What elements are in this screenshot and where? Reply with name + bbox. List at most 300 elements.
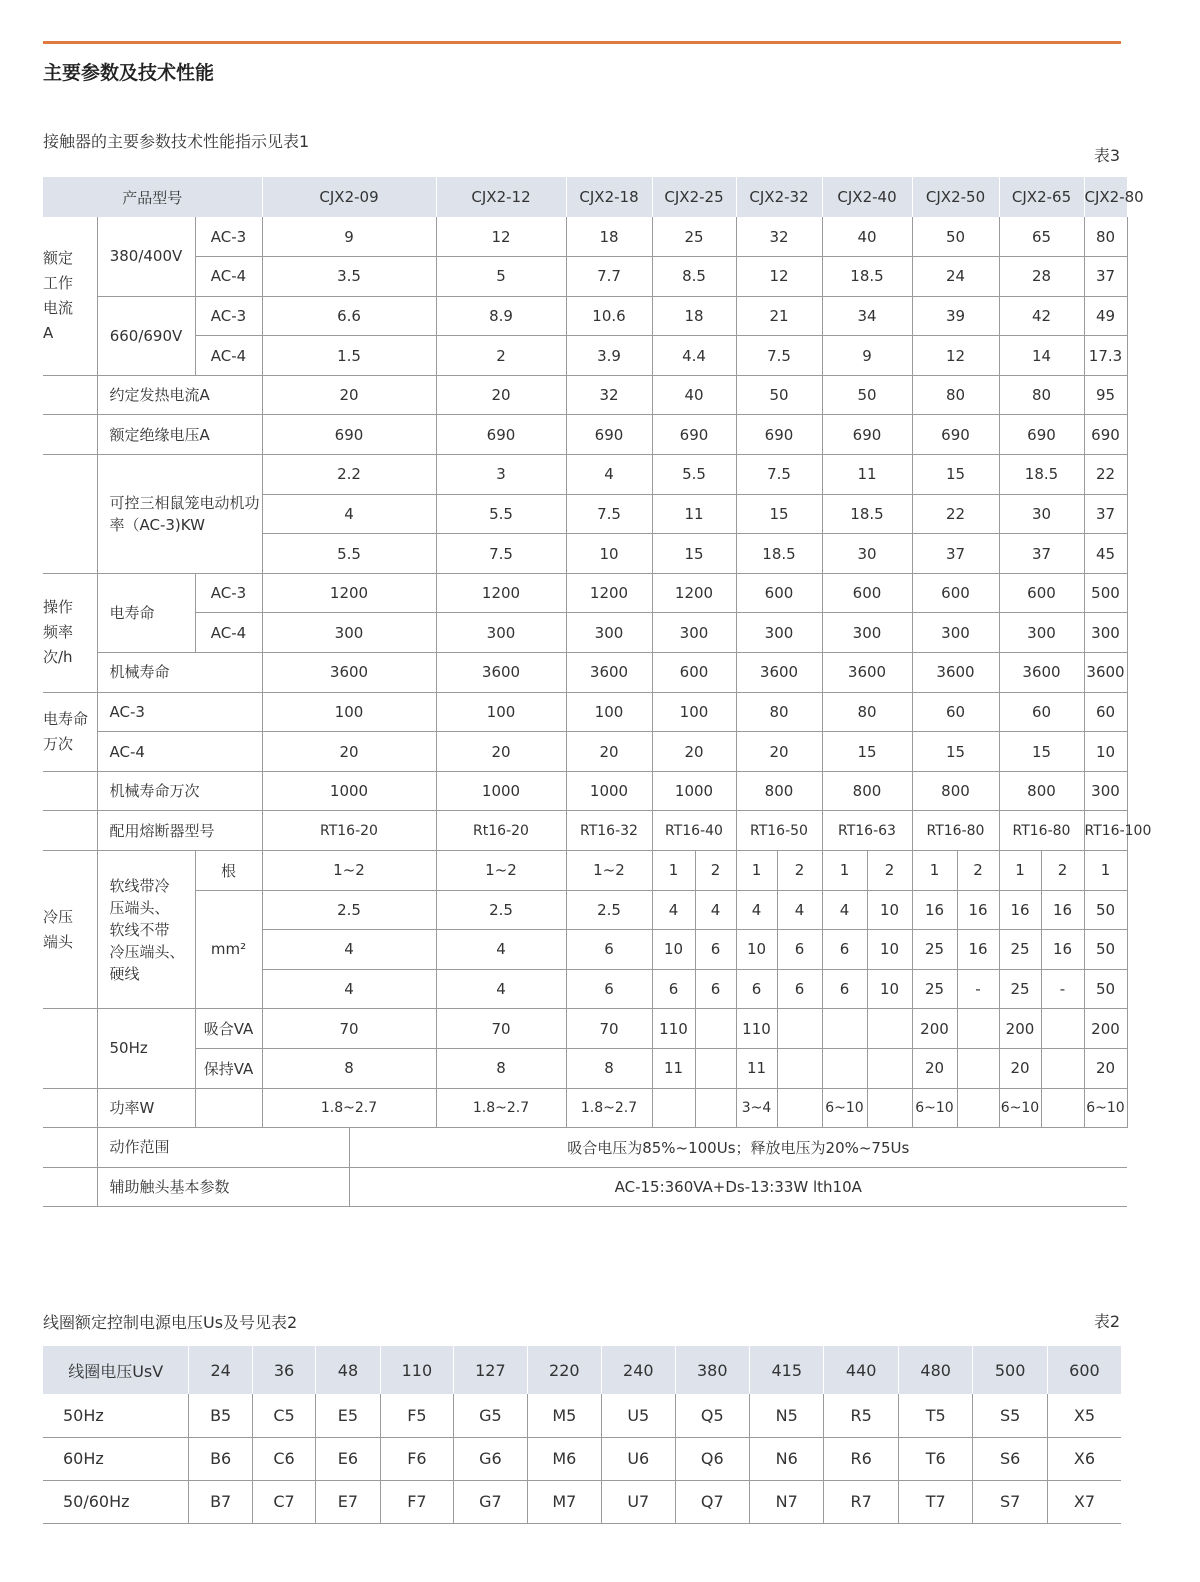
value-cell: 1.8~2.7 (262, 1088, 436, 1128)
header-model: CJX2-65 (999, 177, 1084, 217)
table-row (43, 415, 1127, 455)
value-cell: 70 (262, 1009, 436, 1049)
value-cell: RT16-80 (999, 811, 1084, 851)
blank-cell (43, 1009, 97, 1088)
label-action-range: 动作范围 (97, 1128, 349, 1168)
table-row (43, 771, 1127, 811)
value-cell: 50 (736, 375, 822, 415)
value-cell: 25 (912, 969, 957, 1009)
value-cell: 300 (822, 613, 912, 653)
value-cell: 20 (262, 732, 436, 772)
value-cell: 2.5 (262, 890, 436, 930)
value-cell: 50 (912, 217, 999, 257)
header-voltage: 24 (189, 1346, 252, 1394)
value-cell: 30 (999, 494, 1084, 534)
header-product-model: 产品型号 (43, 177, 262, 217)
value-cell: 690 (736, 415, 822, 455)
value-cell: 110 (652, 1009, 695, 1049)
coil-code-cell: R5 (824, 1394, 898, 1437)
value-cell: 8.5 (652, 257, 736, 297)
value-cell: 500 (1084, 573, 1127, 613)
coil-code-cell: X7 (1047, 1480, 1121, 1523)
value-cell: 3~4 (736, 1088, 777, 1128)
value-cell: 2 (436, 336, 566, 376)
value-cell: 300 (652, 613, 736, 653)
value-cell: 100 (262, 692, 436, 732)
value-cell: 6 (822, 930, 867, 970)
value-cell: 1.8~2.7 (436, 1088, 566, 1128)
value-cell: 6~10 (1084, 1088, 1127, 1128)
value-cell: 300 (736, 613, 822, 653)
value-cell: 1000 (566, 771, 652, 811)
value-cell: 70 (436, 1009, 566, 1049)
value-cell: 80 (912, 375, 999, 415)
value-cell: RT16-100 (1084, 811, 1127, 851)
value-cell: 1200 (262, 573, 436, 613)
header-voltage: 500 (973, 1346, 1047, 1394)
coil-code-cell: M7 (527, 1480, 601, 1523)
value-cell: 6 (777, 969, 822, 1009)
value-cell: 6 (652, 969, 695, 1009)
value-cell: 690 (652, 415, 736, 455)
value-cell: 100 (436, 692, 566, 732)
value-cell: 690 (436, 415, 566, 455)
label-mechanical-life-10k: 机械寿命万次 (97, 771, 262, 811)
blank-cell (1041, 1088, 1084, 1128)
label-pull-in-va: 吸合VA (195, 1009, 262, 1049)
value-cell: 16 (957, 930, 999, 970)
coil-code-cell: G7 (454, 1480, 527, 1523)
value-cell (822, 1009, 867, 1049)
header-voltage: 480 (898, 1346, 972, 1394)
value-cell: 10 (736, 930, 777, 970)
value-cell: 2.2 (262, 455, 436, 495)
coil-code-cell: R6 (824, 1437, 898, 1480)
label-holding-va: 保持VA (195, 1048, 262, 1088)
value-cell: 20 (436, 732, 566, 772)
value-cell: 3 (436, 455, 566, 495)
value-cell: 49 (1084, 296, 1127, 336)
value-cell: 9 (262, 217, 436, 257)
value-cell: 25 (912, 930, 957, 970)
coil-code-cell: U6 (602, 1437, 675, 1480)
blank-cell (957, 1048, 999, 1088)
header-model: CJX2-80 (1084, 177, 1127, 217)
blank-cell (43, 1088, 97, 1128)
value-cell: 4 (822, 890, 867, 930)
value-cell: 70 (566, 1009, 652, 1049)
value-cell: 18.5 (822, 257, 912, 297)
coil-code-cell: C5 (252, 1394, 315, 1437)
header-coil-voltage: 线圈电压UsV (43, 1346, 189, 1394)
value-cell: 1200 (566, 573, 652, 613)
value-cell: 2.5 (436, 890, 566, 930)
header-voltage: 600 (1047, 1346, 1121, 1394)
value-cell: 50 (822, 375, 912, 415)
table-row (43, 217, 1127, 257)
row-frequency-label: 60Hz (43, 1437, 189, 1480)
value-cell: 200 (1084, 1009, 1127, 1049)
value-cell: 1000 (436, 771, 566, 811)
value-cell: 1.5 (262, 336, 436, 376)
label-mechanical-life: 机械寿命 (97, 653, 262, 693)
table-row (43, 1048, 1127, 1088)
value-cell: 1200 (436, 573, 566, 613)
value-cell: 1.8~2.7 (566, 1088, 652, 1128)
blank-cell (695, 1009, 736, 1049)
value-cell: 300 (1084, 771, 1127, 811)
table1-label: 表3 (1093, 146, 1120, 165)
coil-code-cell: N5 (750, 1394, 824, 1437)
coil-code-cell: X6 (1047, 1437, 1121, 1480)
group-rated-current: 额定 工作 电流 A (43, 217, 97, 375)
coil-code-cell: M5 (527, 1394, 601, 1437)
value-cell: 20 (262, 375, 436, 415)
category-ac4: AC-4 (195, 613, 262, 653)
value-cell: 25 (652, 217, 736, 257)
value-cell: 39 (912, 296, 999, 336)
value-cell: 3600 (999, 653, 1084, 693)
value-cell: 800 (999, 771, 1084, 811)
coil-code-cell: N6 (750, 1437, 824, 1480)
value-cell: 300 (1084, 613, 1127, 653)
value-cell: 690 (912, 415, 999, 455)
blank-cell (43, 1128, 97, 1168)
coil-code-cell: G6 (454, 1437, 527, 1480)
value-cell: 8 (566, 1048, 652, 1088)
value-cell: 28 (999, 257, 1084, 297)
value-cell: 1 (736, 851, 777, 891)
value-cell: 600 (736, 573, 822, 613)
value-cell: 800 (822, 771, 912, 811)
value-cell: 60 (999, 692, 1084, 732)
value-cell: 4.4 (652, 336, 736, 376)
value-cell: 600 (912, 573, 999, 613)
value-cell: 18.5 (999, 455, 1084, 495)
value-cell: 200 (999, 1009, 1041, 1049)
coil-code-cell: U7 (602, 1480, 675, 1523)
table-row (43, 455, 1127, 495)
table-row (43, 336, 1127, 376)
table-row (43, 1346, 1121, 1394)
value-cell: 80 (999, 375, 1084, 415)
top-accent-line (43, 41, 1121, 44)
value-cell: 20 (566, 732, 652, 772)
unit-mm2: mm² (195, 890, 262, 1009)
value-cell: 60 (1084, 692, 1127, 732)
value-cell: 12 (436, 217, 566, 257)
table-row (43, 573, 1127, 613)
label-fuse-model: 配用熔断器型号 (97, 811, 262, 851)
value-cell: 60 (912, 692, 999, 732)
coil-code-cell: E5 (316, 1394, 380, 1437)
coil-code-cell: F5 (380, 1394, 453, 1437)
value-cell: 11 (652, 494, 736, 534)
value-cell: 6 (566, 969, 652, 1009)
coil-code-cell: F7 (380, 1480, 453, 1523)
value-cell: 3600 (912, 653, 999, 693)
header-voltage: 440 (824, 1346, 898, 1394)
header-voltage: 220 (527, 1346, 601, 1394)
value-cell: Rt16-20 (436, 811, 566, 851)
table-row (43, 692, 1127, 732)
value-cell: 10 (867, 930, 912, 970)
value-cell: 2 (695, 851, 736, 891)
value-cell: 20 (912, 1048, 957, 1088)
value-cell: 20 (1084, 1048, 1127, 1088)
group-operation-frequency: 操作 频率 次/h (43, 573, 97, 692)
value-cell: 6 (777, 930, 822, 970)
coil-code-cell: U5 (602, 1394, 675, 1437)
value-cell: 1 (912, 851, 957, 891)
value-cell: 6.6 (262, 296, 436, 336)
blank-cell (867, 1009, 912, 1049)
value-cell: 300 (999, 613, 1084, 653)
value-cell: 10 (867, 890, 912, 930)
value-cell: 2 (777, 851, 822, 891)
header-model: CJX2-18 (566, 177, 652, 217)
value-cell: 690 (822, 415, 912, 455)
value-cell: 4 (262, 969, 436, 1009)
table2-caption: 线圈额定控制电源电压Us及号见表2 (43, 1313, 298, 1332)
table-row (43, 177, 1127, 217)
category-ac4: AC-4 (195, 257, 262, 297)
value-cell: 37 (1084, 494, 1127, 534)
header-voltage: 127 (454, 1346, 527, 1394)
value-cell: RT16-20 (262, 811, 436, 851)
value-cell: RT16-63 (822, 811, 912, 851)
value-cell: RT16-32 (566, 811, 652, 851)
value-cell: 80 (822, 692, 912, 732)
coil-code-cell: T6 (898, 1437, 972, 1480)
coil-code-cell: F6 (380, 1437, 453, 1480)
blank-cell (957, 1009, 999, 1049)
table2-label: 表2 (1093, 1312, 1120, 1331)
value-cell: 45 (1084, 534, 1127, 574)
value-cell: 34 (822, 296, 912, 336)
value-cell: 300 (262, 613, 436, 653)
blank-cell (43, 375, 97, 415)
table-row (43, 1128, 1127, 1168)
value-cell: 18 (652, 296, 736, 336)
coil-code-cell: X5 (1047, 1394, 1121, 1437)
value-cell: 690 (262, 415, 436, 455)
value-cell: 6 (695, 969, 736, 1009)
table-row (43, 653, 1127, 693)
value-cell: 800 (912, 771, 999, 811)
table-row (43, 1394, 1121, 1437)
blank-cell (695, 1088, 736, 1128)
blank-cell (957, 1088, 999, 1128)
label-electrical-life: 电寿命 (97, 573, 195, 652)
value-cell: 600 (822, 573, 912, 613)
coil-code-cell: M6 (527, 1437, 601, 1480)
label-wire-type: 软线带冷 压端头、 软线不带 冷压端头、 硬线 (97, 851, 195, 1009)
value-cell: 4 (262, 494, 436, 534)
category-ac3: AC-3 (195, 296, 262, 336)
value-cell: 2 (957, 851, 999, 891)
value-cell: 6 (736, 969, 777, 1009)
value-cell: 690 (999, 415, 1084, 455)
voltage-380: 380/400V (97, 217, 195, 296)
group-crimp-terminal: 冷压 端头 (43, 851, 97, 1009)
category-ac3: AC-3 (195, 573, 262, 613)
value-cell: RT16-80 (912, 811, 999, 851)
blank-cell (43, 1167, 97, 1207)
value-cell: 10.6 (566, 296, 652, 336)
value-cell: 3.5 (262, 257, 436, 297)
value-cell: 11 (652, 1048, 695, 1088)
value-cell: 7.5 (566, 494, 652, 534)
value-cell: 6~10 (912, 1088, 957, 1128)
value-cell: 10 (1084, 732, 1127, 772)
value-cell: 1~2 (436, 851, 566, 891)
table-row (43, 257, 1127, 297)
coil-code-cell: C6 (252, 1437, 315, 1480)
header-model: CJX2-12 (436, 177, 566, 217)
header-model: CJX2-40 (822, 177, 912, 217)
value-cell: 3600 (822, 653, 912, 693)
coil-code-cell: B7 (189, 1480, 252, 1523)
value-cell: 1~2 (566, 851, 652, 891)
value-cell: 16 (957, 890, 999, 930)
value-cell: 800 (736, 771, 822, 811)
table-row (43, 851, 1127, 891)
value-cell: 20 (736, 732, 822, 772)
row-frequency-label: 50Hz (43, 1394, 189, 1437)
coil-code-cell: R7 (824, 1480, 898, 1523)
value-cell: 30 (822, 534, 912, 574)
value-cell: 300 (436, 613, 566, 653)
header-model: CJX2-32 (736, 177, 822, 217)
value-cell: 15 (999, 732, 1084, 772)
blank-cell (43, 455, 97, 574)
value-cell: 18 (566, 217, 652, 257)
header-model: CJX2-50 (912, 177, 999, 217)
value-cell: 21 (736, 296, 822, 336)
value-cell: 50 (1084, 969, 1127, 1009)
group-electrical-life-10k: 电寿命 万次 (43, 692, 97, 771)
category-ac4: AC-4 (97, 732, 262, 772)
coil-code-cell: Q5 (675, 1394, 749, 1437)
table-row (43, 890, 1127, 930)
value-cell: 2 (867, 851, 912, 891)
table-row (43, 613, 1127, 653)
value-cell: 5.5 (262, 534, 436, 574)
value-cell: 37 (999, 534, 1084, 574)
value-cell: 37 (1084, 257, 1127, 297)
blank-cell (195, 1088, 262, 1128)
table-row (43, 1009, 1127, 1049)
category-ac3: AC-3 (97, 692, 262, 732)
value-cell: 15 (652, 534, 736, 574)
value-cell: 42 (999, 296, 1084, 336)
value-cell: 4 (777, 890, 822, 930)
coil-code-cell: Q7 (675, 1480, 749, 1523)
value-cell: 5.5 (436, 494, 566, 534)
value-cell: 32 (566, 375, 652, 415)
coil-code-cell: S6 (973, 1437, 1047, 1480)
unit-count: 根 (195, 851, 262, 891)
coil-code-cell: T7 (898, 1480, 972, 1523)
value-cell: 8 (262, 1048, 436, 1088)
value-cell: 37 (912, 534, 999, 574)
value-cell: 16 (912, 890, 957, 930)
value-cell: 5.5 (652, 455, 736, 495)
table-row (43, 375, 1127, 415)
blank-cell (1041, 1048, 1084, 1088)
table-row (43, 811, 1127, 851)
value-cell: 600 (999, 573, 1084, 613)
coil-code-cell: S5 (973, 1394, 1047, 1437)
value-cell: 11 (822, 455, 912, 495)
label-auxiliary-contacts: 辅助触头基本参数 (97, 1167, 349, 1207)
value-cell: 8 (436, 1048, 566, 1088)
header-voltage: 48 (316, 1346, 380, 1394)
blank-cell (777, 1009, 822, 1049)
value-cell: 3600 (1084, 653, 1127, 693)
table-row (43, 296, 1127, 336)
value-cell: 6 (695, 930, 736, 970)
header-voltage: 36 (252, 1346, 315, 1394)
row-frequency-label: 50/60Hz (43, 1480, 189, 1523)
value-cell: 4 (436, 969, 566, 1009)
value-cell: 7.5 (736, 336, 822, 376)
header-model: CJX2-09 (262, 177, 436, 217)
table-row (43, 1480, 1121, 1523)
value-cell: 7.5 (736, 455, 822, 495)
value-cell: 50 (1084, 890, 1127, 930)
value-cell: 16 (1041, 930, 1084, 970)
header-voltage: 380 (675, 1346, 749, 1394)
value-cell: 100 (652, 692, 736, 732)
value-cell: 20 (999, 1048, 1041, 1088)
value-cell: 6~10 (822, 1088, 867, 1128)
value-cell: 690 (566, 415, 652, 455)
label-insulation-voltage: 额定绝缘电压A (97, 415, 262, 455)
coil-code-cell: E6 (316, 1437, 380, 1480)
value-cell: 7.5 (436, 534, 566, 574)
blank-cell (43, 771, 97, 811)
table-row (43, 1437, 1121, 1480)
table-row (43, 1167, 1127, 1207)
coil-code-cell: B6 (189, 1437, 252, 1480)
value-cell: 40 (822, 217, 912, 257)
value-cell: 50 (1084, 930, 1127, 970)
value-auxiliary-contacts: AC-15:360VA+Ds-13:33W lth10A (349, 1167, 1127, 1207)
value-cell: 3.9 (566, 336, 652, 376)
value-cell: 4 (436, 930, 566, 970)
value-cell: RT16-40 (652, 811, 736, 851)
value-cell: 1~2 (262, 851, 436, 891)
category-ac3: AC-3 (195, 217, 262, 257)
blank-cell (695, 1048, 736, 1088)
blank-cell (867, 1048, 912, 1088)
label-motor-power: 可控三相鼠笼电动机功率（AC-3)KW (97, 455, 262, 574)
value-cell: 20 (652, 732, 736, 772)
value-cell: 4 (695, 890, 736, 930)
value-cell: 12 (736, 257, 822, 297)
value-cell: 1000 (652, 771, 736, 811)
value-cell: 690 (1084, 415, 1127, 455)
value-cell: 24 (912, 257, 999, 297)
value-cell: 110 (736, 1009, 777, 1049)
value-cell: 4 (736, 890, 777, 930)
value-cell (652, 1088, 695, 1128)
value-cell: 9 (822, 336, 912, 376)
value-cell: 1 (1084, 851, 1127, 891)
value-cell: 200 (912, 1009, 957, 1049)
